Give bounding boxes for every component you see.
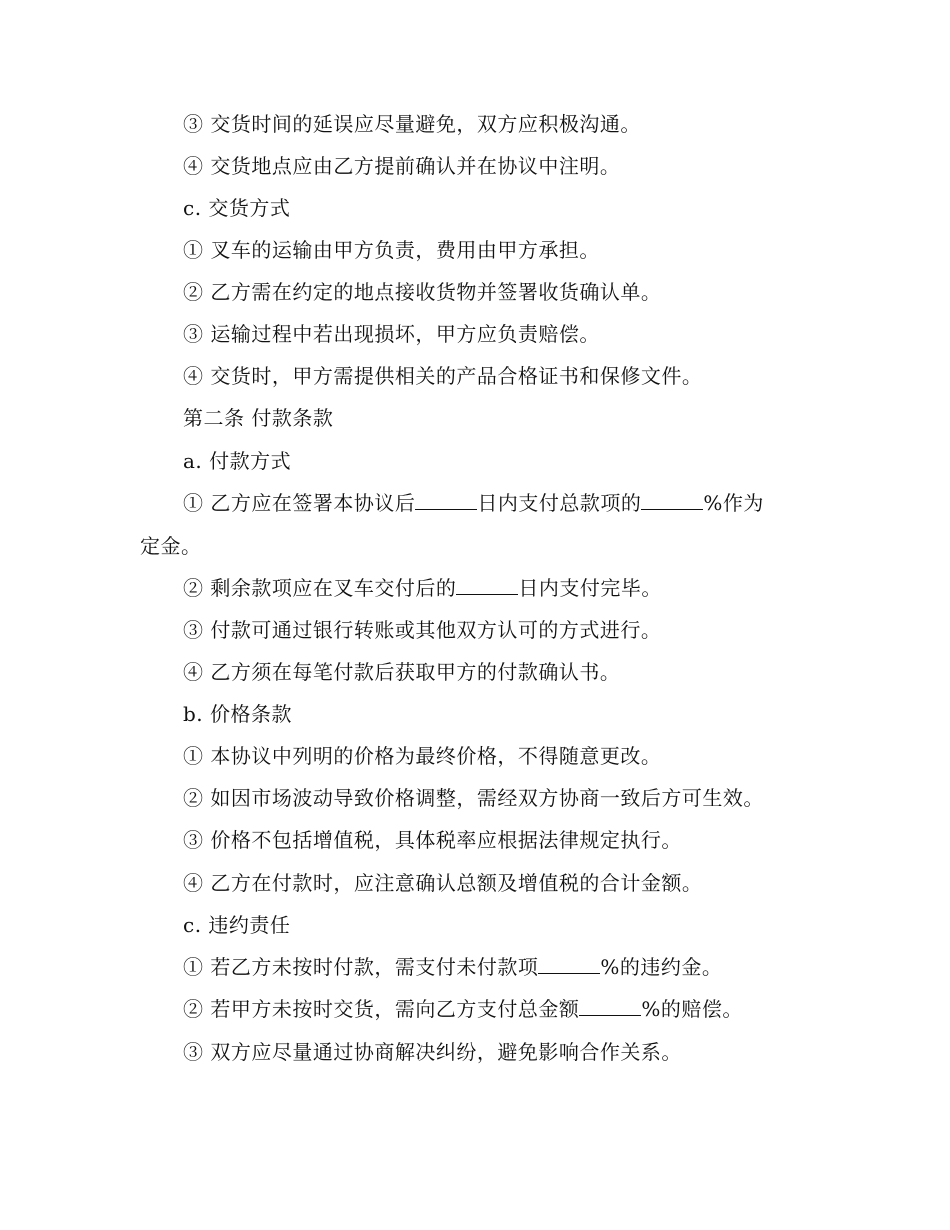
- clause-text: ② 若甲方未按时交货，需向乙方支付总金额: [183, 997, 580, 1021]
- clause-line: ③ 价格不包括增值税，具体税率应根据法律规定执行。: [183, 828, 682, 852]
- fill-in-blank: [538, 955, 600, 974]
- clause-line: [183, 575, 662, 601]
- fill-in-blank: [415, 491, 477, 510]
- clause-text: %的赔偿。: [641, 997, 743, 1021]
- clause-line: ③ 交货时间的延误应尽量避免，双方应积极沟通。: [183, 112, 641, 136]
- clause-line: [183, 996, 743, 1022]
- clause-line: ④ 交货地点应由乙方提前确认并在协议中注明。: [183, 154, 621, 178]
- clause-line: ① 叉车的运输由甲方负责，费用由甲方承担。: [183, 238, 600, 262]
- clause-text: %的违约金。: [600, 955, 723, 979]
- clause-line: [183, 490, 764, 516]
- clause-text: ② 剩余款项应在叉车交付后的: [183, 576, 457, 600]
- article-heading: 第二条 付款条款: [183, 406, 334, 430]
- fill-in-blank: [641, 491, 703, 510]
- clause-text: ① 乙方应在签署本协议后: [183, 491, 416, 515]
- clause-line: ② 乙方需在约定的地点接收货物并签署收货确认单。: [183, 280, 662, 304]
- clause-line: ④ 交货时，甲方需提供相关的产品合格证书和保修文件。: [183, 364, 703, 388]
- clause-line: [183, 954, 722, 980]
- clause-text: 日内支付总款项的: [477, 491, 642, 515]
- clause-line: ② 如因市场波动导致价格调整，需经双方协商一致后方可生效。: [183, 786, 764, 810]
- clause-text: ① 若乙方未按时付款，需支付未付款项: [183, 955, 539, 979]
- section-heading: c. 违约责任: [183, 913, 291, 937]
- fill-in-blank: [456, 576, 518, 595]
- section-heading: c. 交货方式: [183, 196, 291, 220]
- section-heading: b. 价格条款: [183, 702, 293, 726]
- clause-line: ③ 付款可通过银行转账或其他双方认可的方式进行。: [183, 618, 662, 642]
- fill-in-blank: [579, 997, 641, 1016]
- clause-line: ④ 乙方须在每笔付款后获取甲方的付款确认书。: [183, 660, 621, 684]
- clause-line-continuation: 定金。: [140, 534, 202, 558]
- clause-line: ③ 双方应尽量通过协商解决纠纷，避免影响合作关系。: [183, 1040, 682, 1064]
- clause-text: %作为: [703, 491, 764, 515]
- clause-text: 日内支付完毕。: [518, 576, 662, 600]
- clause-line: ① 本协议中列明的价格为最终价格，不得随意更改。: [183, 744, 662, 768]
- clause-line: ③ 运输过程中若出现损坏，甲方应负责赔偿。: [183, 322, 600, 346]
- section-heading: a. 付款方式: [183, 449, 292, 473]
- clause-line: ④ 乙方在付款时，应注意确认总额及增值税的合计金额。: [183, 871, 703, 895]
